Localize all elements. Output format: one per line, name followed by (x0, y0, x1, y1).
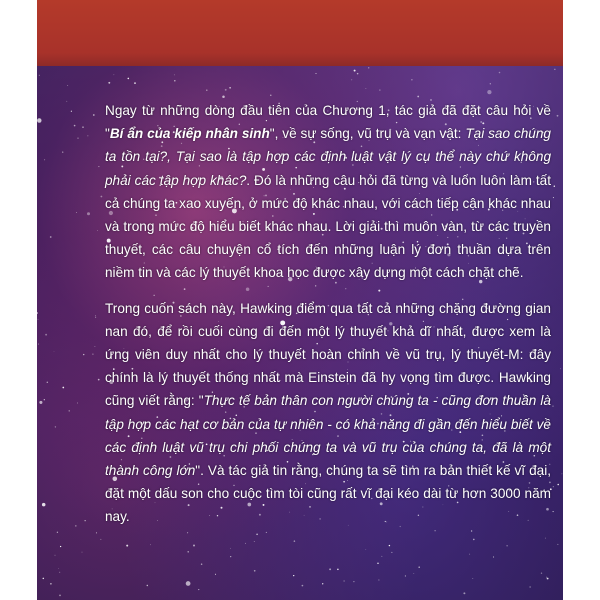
star (45, 334, 47, 336)
star (329, 568, 331, 570)
star (378, 579, 379, 580)
blurb-paragraph-2 (105, 297, 551, 529)
star (58, 568, 59, 569)
star (60, 546, 61, 547)
star (95, 317, 96, 318)
paragraph2-text-b: ". Và tác giả tin rằng, chúng ta sẽ tìm ra bản thiết kế vĩ đại, đặt một dấu son cho cuộc tìm tòi cũng rất vĩ đại kéo dài từ hơn 3000 năm nay. (105, 463, 551, 525)
star (206, 89, 207, 90)
star (229, 87, 231, 89)
star (62, 151, 63, 152)
star (225, 89, 227, 91)
star (315, 73, 316, 74)
star (54, 351, 55, 352)
star (69, 410, 70, 411)
star (134, 82, 136, 84)
star (382, 556, 383, 557)
star (96, 532, 97, 533)
star (174, 80, 176, 82)
star (413, 573, 414, 574)
star (108, 82, 110, 84)
star (322, 583, 323, 584)
star (83, 354, 84, 355)
star (186, 581, 191, 586)
star (38, 319, 39, 320)
star (365, 549, 366, 550)
star (487, 90, 491, 94)
star (67, 85, 68, 86)
blurb-text (105, 99, 551, 541)
star (357, 73, 359, 75)
star (254, 570, 256, 572)
star (100, 196, 102, 198)
star (101, 539, 102, 540)
star (94, 346, 95, 347)
star (472, 578, 473, 579)
star (95, 315, 96, 316)
star (47, 382, 48, 383)
star (499, 72, 501, 74)
star (193, 545, 195, 547)
star (82, 126, 83, 127)
star (418, 566, 420, 568)
star (74, 125, 76, 127)
star (553, 197, 554, 198)
hawking-quote: Thực tế bản thân con người chúng ta - cũng đơn thuần là tập hợp các hạt cơ bản của tự nhiên - có khả năng đi gần đến hiểu biết về các định luật vũ trụ chi phối chúng ta và vũ trụ của chúng ta, đã là một thành công lớn (105, 393, 551, 479)
star (554, 185, 555, 186)
star (77, 403, 78, 404)
star (379, 90, 380, 91)
star (344, 580, 345, 581)
star (39, 75, 40, 76)
star (38, 344, 39, 345)
star (93, 114, 95, 116)
star (389, 545, 390, 546)
star (553, 486, 554, 487)
star (230, 556, 231, 557)
star (114, 74, 115, 75)
paragraph2-text-a: Trong cuốn sách này, Hawking điểm qua tất cả những chặng đường gian nan đó, để rồi cuối cùng đi đến một lý thuyết khả dĩ nhất, được xem là ứng viên duy nhất cho lý thuyết hoàn chỉnh về vũ trụ, lý thuyết-M: đây chính là lý thuyết thống nhất mà Einstein đã hy vọng tìm được. Hawking cũng viết rằng: " (105, 300, 551, 409)
paragraph1-text-c: . Đó là những câu hỏi đã từng và luôn luôn làm tất cả chúng ta xao xuyến, ở mức độ khác nhau, với cách tiếp cận khác nhau và trong mức độ hiểu biết khác nhau. Lời giải thì muôn vàn, từ các truyền thuyết, các câu chuyện cổ tích đến những luận lý đơn thuần dựa trên niềm tin và các lý thuyết khoa học được xây dựng một cách chặt chẽ. (105, 172, 551, 281)
star (127, 78, 129, 80)
star (270, 95, 271, 96)
star (198, 589, 199, 590)
star (351, 79, 352, 80)
star (368, 67, 369, 68)
star (82, 552, 83, 553)
star (417, 96, 419, 98)
star (55, 426, 56, 427)
star (44, 399, 45, 400)
star (302, 585, 304, 587)
star (85, 520, 86, 521)
star (98, 379, 100, 381)
star (44, 159, 45, 160)
star (530, 586, 531, 587)
star (76, 212, 77, 213)
star (254, 541, 255, 542)
blurb-paragraph-1 (105, 99, 551, 285)
star (463, 592, 465, 594)
star (557, 544, 558, 545)
star (50, 583, 52, 585)
star (560, 368, 561, 369)
star (59, 572, 60, 573)
star (43, 578, 45, 580)
star (230, 548, 231, 549)
star (354, 70, 356, 72)
star (546, 577, 547, 578)
cover-top-band (37, 0, 563, 66)
star (55, 555, 56, 556)
star (37, 118, 41, 122)
star (547, 578, 549, 580)
star (39, 401, 42, 404)
book-back-cover (37, 0, 563, 600)
star (66, 101, 67, 102)
star (245, 543, 246, 544)
book-title-reference: Bí ẩn của kiếp nhân sinh (109, 126, 270, 142)
star (215, 574, 216, 575)
star (561, 473, 562, 474)
star (557, 115, 559, 117)
star (50, 236, 52, 238)
star (337, 569, 338, 570)
star (222, 96, 225, 99)
star (126, 545, 128, 547)
star (98, 166, 99, 167)
star (42, 503, 46, 507)
star (554, 69, 555, 70)
star (490, 83, 491, 84)
star (553, 511, 554, 512)
star (557, 484, 559, 486)
star (469, 554, 470, 555)
star (147, 585, 148, 586)
star (150, 544, 151, 545)
star (75, 525, 77, 527)
star (97, 230, 98, 231)
star (92, 353, 93, 354)
star (187, 551, 189, 553)
star (391, 552, 392, 553)
paragraph1-text-a: Ngay từ những dòng đầu tiên của Chương 1, tác giả đã đặt câu hỏi về " (105, 103, 551, 142)
star (37, 312, 38, 314)
star (88, 136, 89, 137)
star (552, 405, 553, 406)
star (59, 595, 61, 597)
star (293, 575, 294, 576)
star (405, 575, 406, 576)
star (71, 111, 72, 112)
star (353, 581, 354, 582)
paragraph1-questions: Tại sao chúng ta tồn tại?, Tại sao là tập hợp các định luật vật lý cụ thể này chứ không phải các tập hợp khác? (105, 126, 551, 188)
star (411, 79, 412, 80)
star (62, 387, 64, 389)
star (506, 545, 507, 546)
star (493, 557, 494, 558)
star (174, 75, 175, 76)
star (366, 88, 367, 89)
star (57, 532, 58, 533)
star (541, 573, 542, 574)
star (87, 212, 90, 215)
star (377, 563, 379, 565)
star (77, 138, 78, 139)
paragraph1-text-b: ", về sự sống, vũ trụ và vạn vật: (269, 126, 466, 142)
star (201, 563, 202, 564)
